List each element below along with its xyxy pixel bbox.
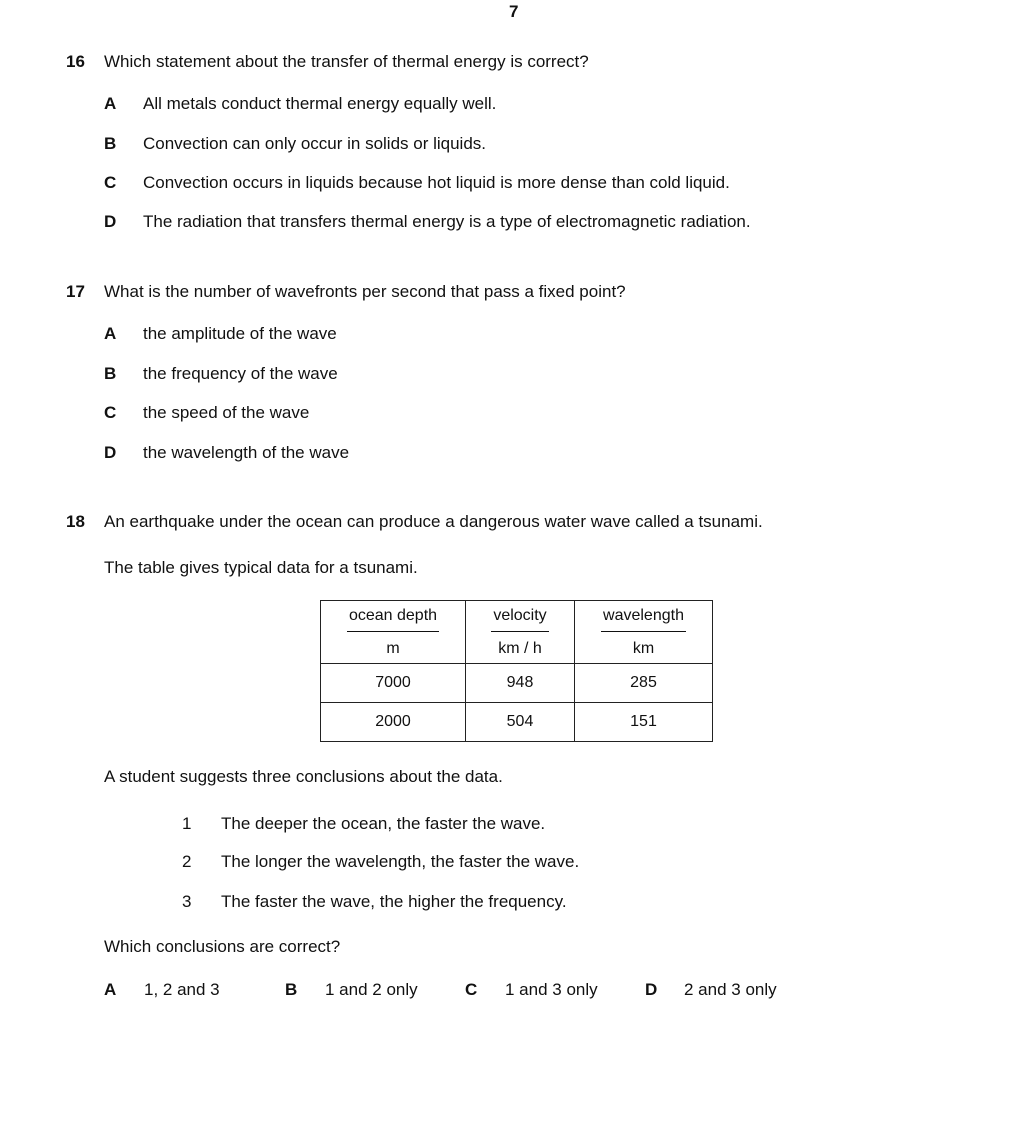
header-wavelength [575, 601, 713, 664]
header-ocean-depth-quantity: ocean depth [347, 606, 439, 631]
table-intro: The table gives typical data for a tsunami. [104, 558, 418, 577]
q18-answer-b-letter: B [285, 980, 298, 999]
q16-option-a-text: All metals conduct thermal energy equally well. [143, 94, 497, 113]
header-velocity-quantity: velocity [491, 606, 548, 631]
header-ocean-depth-unit: m [386, 639, 400, 657]
q16-option-d-text: The radiation that transfers thermal energy is a type of electromagnetic radiation. [143, 212, 751, 231]
q17-option-d-letter: D [104, 443, 117, 462]
q16-option-d-letter: D [104, 212, 117, 231]
q16-option-a-letter: A [104, 94, 117, 113]
q17-option-a-letter: A [104, 324, 117, 343]
header-wavelength-quantity: wavelength [601, 606, 686, 631]
table-cell: 504 [466, 703, 575, 742]
question-16-text: Which statement about the transfer of thermal energy is correct? [104, 52, 589, 71]
conclusion-2-number: 2 [182, 852, 192, 871]
q17-option-c-letter: C [104, 403, 117, 422]
q18-answer-c-letter: C [465, 980, 478, 999]
table-row [321, 703, 713, 742]
q17-option-c-text: the speed of the wave [143, 403, 310, 422]
conclusion-1-number: 1 [182, 814, 192, 833]
q18-answer-a-text: 1, 2 and 3 [144, 980, 220, 999]
q18-answer-b-text: 1 and 2 only [325, 980, 418, 999]
page-number: 7 [509, 2, 519, 21]
conclusion-1-text: The deeper the ocean, the faster the wave. [221, 814, 546, 833]
table-cell: 948 [466, 664, 575, 703]
header-wavelength-unit: km [632, 639, 655, 657]
q16-option-b-text: Convection can only occur in solids or liquids. [143, 134, 487, 153]
table-cell: 151 [575, 703, 713, 742]
question-17-text: What is the number of wavefronts per second that pass a fixed point? [104, 282, 626, 301]
conclusion-3-number: 3 [182, 892, 192, 911]
conclusion-2-text: The longer the wavelength, the faster the wave. [221, 852, 580, 871]
table-cell: 285 [575, 664, 713, 703]
q17-option-a-text: the amplitude of the wave [143, 324, 337, 343]
question-18-text: An earthquake under the ocean can produce a dangerous water wave called a tsunami. [104, 512, 763, 531]
table-header-row [321, 601, 713, 664]
table-cell: 2000 [321, 703, 466, 742]
tsunami-data-table [320, 600, 713, 742]
q16-option-c-letter: C [104, 173, 117, 192]
conclusions-intro: A student suggests three conclusions about the data. [104, 767, 503, 786]
q17-option-d-text: the wavelength of the wave [143, 443, 350, 462]
question-17-number: 17 [66, 282, 85, 301]
q17-option-b-text: the frequency of the wave [143, 364, 338, 383]
header-velocity-unit: km / h [498, 639, 542, 657]
q18-answer-a-letter: A [104, 980, 117, 999]
question-16-number: 16 [66, 52, 85, 71]
question-18-number: 18 [66, 512, 85, 531]
conclusion-3-text: The faster the wave, the higher the frequency. [221, 892, 567, 911]
question-18-prompt: Which conclusions are correct? [104, 937, 341, 956]
table-cell: 7000 [321, 664, 466, 703]
q17-option-b-letter: B [104, 364, 117, 383]
q18-answer-c-text: 1 and 3 only [505, 980, 598, 999]
q18-answer-d-text: 2 and 3 only [684, 980, 777, 999]
header-ocean-depth [321, 601, 466, 664]
q16-option-c-text: Convection occurs in liquids because hot liquid is more dense than cold liquid. [143, 173, 730, 192]
q16-option-b-letter: B [104, 134, 117, 153]
q18-answer-d-letter: D [645, 980, 658, 999]
header-velocity [466, 601, 575, 664]
table-row [321, 664, 713, 703]
